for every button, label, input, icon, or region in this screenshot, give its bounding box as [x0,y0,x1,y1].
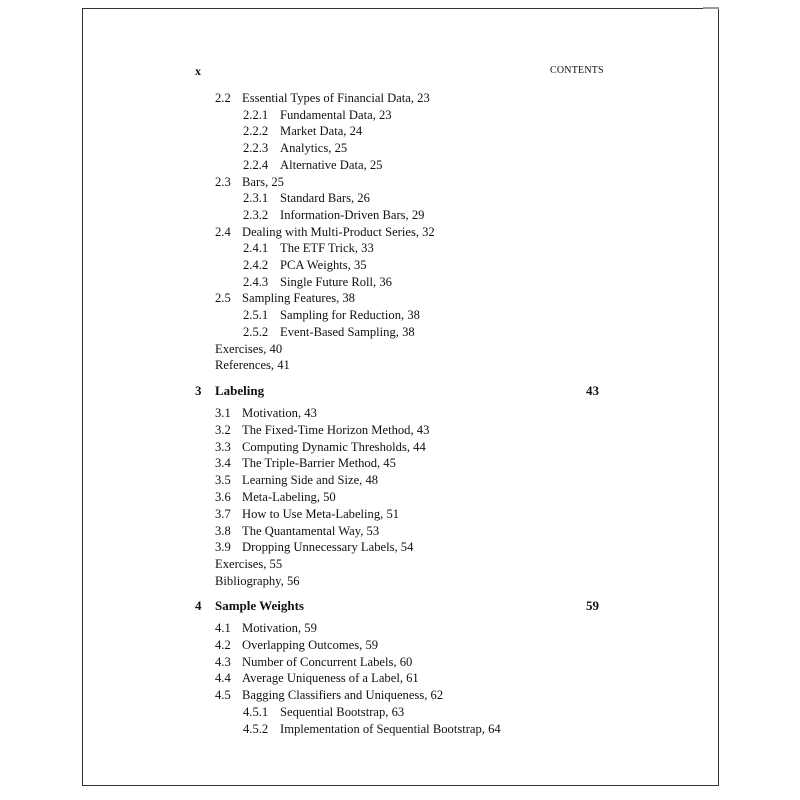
toc-entry-number: 2.2.1 [243,107,269,122]
page-number: x [195,64,201,78]
toc-entry-number: 3.1 [215,406,231,420]
toc-entry-number: 4.2 [215,637,231,652]
running-title: CONTENTS [550,65,604,76]
toc-entry [215,523,379,539]
toc-entry [243,140,347,156]
toc-entry-title: Bagging Classifiers and Uniqueness, 62 [242,688,444,703]
toc-entry-title: Meta-Labeling, 50 [242,490,336,504]
toc-entry [215,405,317,421]
toc-entry [243,107,392,123]
toc-entry-title: PCA Weights, 35 [280,258,367,272]
toc-entry-title: Analytics, 25 [280,141,348,156]
toc-entry [215,637,378,653]
toc-entry-number: 2.4.3 [243,274,269,289]
toc-entry-number: 2.2.2 [243,124,269,139]
toc-entry-number: 3.6 [215,490,231,504]
toc-entry-title: Sampling for Reduction, 38 [280,308,420,323]
toc-entry-title: The Triple-Barrier Method, 45 [242,456,396,471]
toc-entry [215,654,412,670]
toc-entry [215,439,426,455]
toc-entry [215,341,282,357]
toc-entry-number: 3.8 [215,523,231,538]
toc-entry-number: 3.2 [215,422,231,437]
toc-entry-title: Number of Concurrent Labels, 60 [242,654,413,669]
toc-entry-number: 2.2.3 [243,141,269,156]
toc-entry [215,670,419,686]
toc-entry [215,357,290,373]
chapter-number: 3 [195,383,202,398]
toc-entry [215,290,355,306]
toc-entry-number: 3.5 [215,473,231,488]
toc-entry-title: The ETF Trick, 33 [280,241,374,256]
toc-entry-number: 2.4.2 [243,258,269,272]
toc-entry-title: Information-Driven Bars, 29 [280,207,425,222]
toc-entry [215,687,443,703]
chapter-page-4: 59 [586,598,599,613]
toc-entry-title: How to Use Meta-Labeling, 51 [242,506,400,521]
toc-entry-number: 4.5 [215,688,231,703]
toc-entry-title: Bars, 25 [242,174,284,189]
toc-entry [243,721,501,737]
toc-entry-title: The Quantamental Way, 53 [242,523,380,538]
toc-entry-title: Event-Based Sampling, 38 [280,324,415,339]
toc-entry [243,257,367,273]
toc-entry-number: 2.5.2 [243,324,269,339]
toc-entry-title: Exercises, 40 [215,341,283,356]
chapter-heading-4 [195,598,304,614]
toc-entry-number: 4.5.1 [243,705,269,719]
toc-entry-number: 4.4 [215,671,231,686]
toc-entry [243,190,370,206]
toc-entry-number: 2.2 [215,91,231,105]
toc-entry-title: Market Data, 24 [280,124,363,139]
toc-entry-title: Implementation of Sequential Bootstrap, 64 [280,721,501,736]
toc-entry [215,506,399,522]
toc-entry-title: Computing Dynamic Thresholds, 44 [242,439,426,454]
toc-entry-title: Single Future Roll, 36 [280,274,392,289]
toc-entry-title: Fundamental Data, 23 [280,107,392,122]
toc-entry-number: 2.4.1 [243,241,269,256]
toc-entry [215,90,430,106]
toc-entry [243,274,392,290]
chapter-title: Labeling [215,383,265,398]
toc-entry-number: 3.9 [215,540,231,555]
toc-entry-title: Motivation, 59 [242,621,317,635]
toc-entry [215,556,282,572]
toc-entry-title: Alternative Data, 25 [280,157,383,172]
toc-entry-title: Dealing with Multi-Product Series, 32 [242,224,435,239]
toc-entry [215,422,429,438]
toc-entry [243,307,420,323]
toc-entry [215,224,435,240]
page-edge-mark [703,7,719,9]
toc-entry-title: The Fixed-Time Horizon Method, 43 [242,422,430,437]
toc-entry-title: Overlapping Outcomes, 59 [242,637,379,652]
toc-entry-number: 2.4 [215,224,231,239]
toc-entry-title: Sequential Bootstrap, 63 [280,705,405,719]
toc-entry [243,157,382,173]
toc-entry-number: 2.2.4 [243,157,269,172]
toc-entry-title: Sampling Features, 38 [242,291,355,306]
toc-entry-number: 2.3.1 [243,191,269,206]
toc-entry [243,240,374,256]
toc-entry-title: Standard Bars, 26 [280,191,370,206]
toc-entry-title: Bibliography, 56 [215,574,300,588]
toc-entry-title: References, 41 [215,358,290,373]
toc-entry-title: Dropping Unnecessary Labels, 54 [242,540,414,555]
chapter-heading-3 [195,383,264,399]
toc-entry-number: 2.3.2 [243,207,269,222]
toc-entry [215,174,284,190]
toc-entry [215,620,317,636]
toc-entry-number: 2.3 [215,174,231,189]
toc-entry [215,472,378,488]
toc-entry-title: Motivation, 43 [242,406,317,420]
toc-entry-number: 4.3 [215,654,231,669]
toc-entry-title: Learning Side and Size, 48 [242,473,379,488]
toc-entry-number: 4.5.2 [243,721,269,736]
chapter-page-3: 43 [586,383,599,398]
toc-entry [215,539,413,555]
toc-entry-title: Exercises, 55 [215,557,283,572]
toc-entry-number: 3.7 [215,506,231,521]
toc-entry-number: 4.1 [215,621,231,635]
toc-entry [215,573,300,589]
toc-entry [243,324,415,340]
toc-entry [215,455,396,471]
toc-entry [215,489,336,505]
chapter-number: 4 [195,598,202,613]
toc-entry [243,207,424,223]
toc-entry-title: Average Uniqueness of a Label, 61 [242,671,419,686]
toc-entry [243,123,362,139]
toc-entry-number: 2.5 [215,291,231,306]
toc-entry-number: 3.4 [215,456,231,471]
toc-entry-title: Essential Types of Financial Data, 23 [242,91,430,105]
toc-entry-number: 3.3 [215,439,231,454]
toc-entry-number: 2.5.1 [243,308,269,323]
chapter-title: Sample Weights [215,598,304,613]
toc-entry [243,704,404,720]
